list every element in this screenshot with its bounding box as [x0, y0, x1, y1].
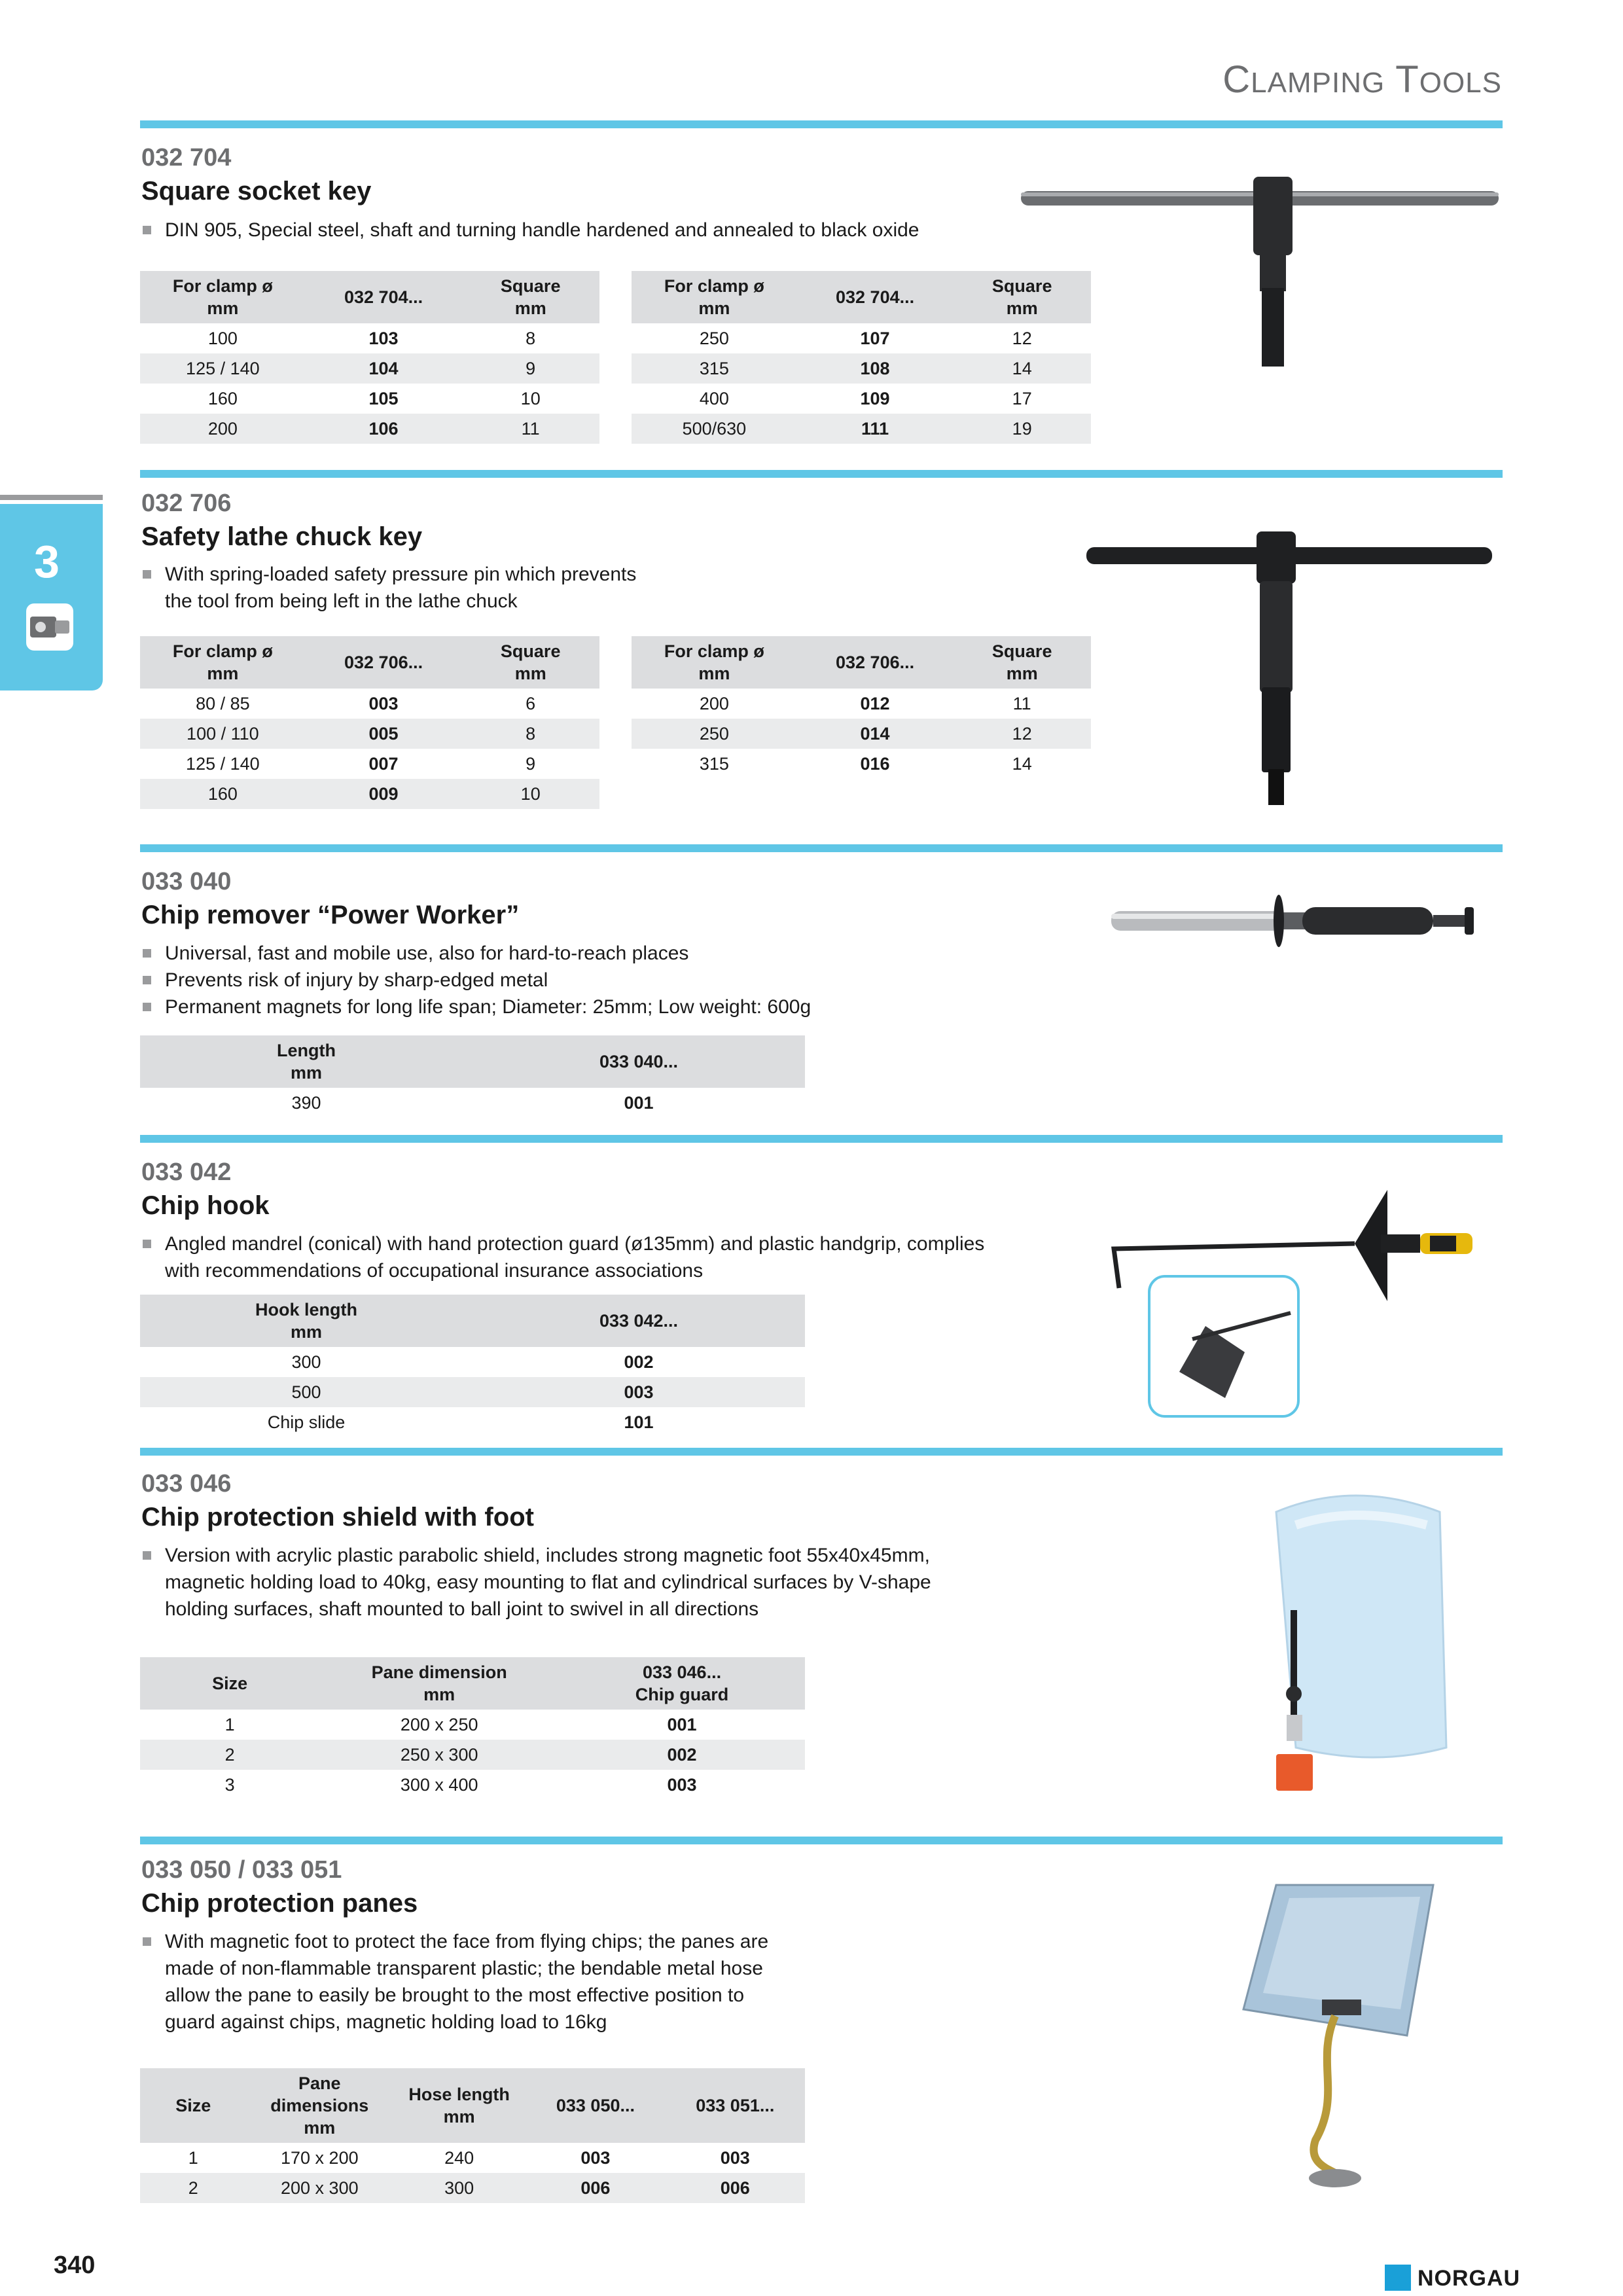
column-header: 032 706...	[306, 636, 462, 689]
product-code: 032 706	[141, 490, 232, 517]
table-row: 400 109 17	[699, 388, 1032, 408]
list-item: Universal, fast and mobile use, also for hard-to-reach places	[141, 940, 811, 967]
column-header: Hook length mm	[140, 1295, 473, 1347]
column-header: 032 704...	[797, 271, 954, 323]
column-header: Square mm	[953, 636, 1091, 689]
column-header: Square mm	[461, 636, 599, 689]
feature-list	[141, 1542, 931, 1623]
product-code: 033 050 / 033 051	[141, 1856, 342, 1884]
table-row: Chip slide 101	[267, 1412, 654, 1432]
section-divider	[140, 1135, 1503, 1143]
chip-protection-shield-image	[1257, 1486, 1453, 1806]
table-row: 250 107 12	[699, 328, 1032, 348]
spec-table	[632, 636, 1091, 779]
spec-table	[140, 2068, 805, 2203]
table-row: 80 / 85 003 6	[196, 693, 536, 713]
table-row: 315 016 14	[699, 753, 1032, 774]
brand-logo	[1385, 2265, 1521, 2293]
column-header: Length mm	[140, 1035, 473, 1088]
feature-list	[141, 1928, 768, 2036]
column-header: 033 050...	[526, 2068, 665, 2143]
feature-list	[141, 940, 811, 1020]
table-row: 250 014 12	[632, 719, 1091, 749]
page-number: 340	[54, 2251, 96, 2279]
list-item: DIN 905, Special steel, shaft and turning handle hardened and annealed to black oxide	[141, 217, 919, 243]
column-header: Size	[140, 2068, 247, 2143]
spec-table	[140, 1295, 805, 1437]
table-row: 160 105 10	[207, 388, 541, 408]
spec-table	[140, 271, 599, 444]
column-header: Square mm	[953, 271, 1091, 323]
square-socket-key-image	[1014, 170, 1499, 380]
product-code: 033 046	[141, 1470, 232, 1498]
list-item: With magnetic foot to protect the face from flying chips; the panes are made of non-flammable transparent plastic; the bendable metal hose allow the pane to easily be brought to the most effective position to guard against chips, magnetic holding load to 16kg	[141, 1928, 768, 2036]
spec-table	[140, 636, 599, 809]
column-header: For clamp ø mm	[632, 271, 797, 323]
column-header: Pane dimensions mm	[247, 2068, 393, 2143]
list-item: Permanent magnets for long life span; Diameter: 25mm; Low weight: 600g	[141, 994, 811, 1020]
column-header: 033 046... Chip guard	[559, 1657, 805, 1710]
section-divider	[140, 844, 1503, 852]
table-row: 315 108 14	[632, 353, 1091, 384]
table-row: 300 002	[291, 1352, 654, 1372]
chapter-tab	[0, 504, 103, 691]
table-row: 500/630 111 19	[632, 414, 1091, 444]
section-divider	[140, 1837, 1503, 1844]
table-row: 160 009 10	[140, 779, 599, 809]
list-item: Version with acrylic plastic parabolic shield, includes strong magnetic foot 55x40x45mm, magnetic holding load to 40kg, easy mounting to flat and cylindrical surfaces by V-shape holding surfaces, shaft mounted to ball joint to swivel in all directions	[141, 1542, 931, 1623]
column-header: For clamp ø mm	[140, 271, 306, 323]
column-header: For clamp ø mm	[632, 636, 797, 689]
table-row: 100 / 110 005 8	[140, 719, 599, 749]
chip-remover-image	[1106, 888, 1492, 953]
column-header: 032 704...	[306, 271, 462, 323]
section-divider	[140, 1448, 1503, 1456]
table-row: 2 250 x 300 002	[140, 1740, 805, 1770]
feature-list	[141, 217, 919, 243]
section-divider	[140, 470, 1503, 478]
product-title: Chip remover “Power Worker”	[141, 901, 520, 929]
column-header: For clamp ø mm	[140, 636, 306, 689]
table-row: 2 200 x 300 300 006 006	[140, 2173, 805, 2203]
column-header: 032 706...	[797, 636, 954, 689]
column-header: 033 051...	[666, 2068, 805, 2143]
feature-list	[141, 561, 636, 615]
table-row: 125 / 140 104 9	[140, 353, 599, 384]
chip-slide-inset-image	[1147, 1274, 1301, 1419]
column-header: Square mm	[461, 271, 599, 323]
page-section-title: CLAMPING TOOLS	[1222, 58, 1502, 101]
list-item: Prevents risk of injury by sharp-edged metal	[141, 967, 811, 994]
product-code: 032 704	[141, 144, 232, 171]
product-title: Chip protection panes	[141, 1889, 418, 1918]
table-row: 1 200 x 250 001	[224, 1714, 697, 1734]
brand-logo-text: NORGAU	[1418, 2266, 1521, 2291]
column-header: 033 040...	[473, 1035, 805, 1088]
spec-table	[140, 1035, 805, 1118]
table-row: 200 012 11	[699, 693, 1031, 713]
chip-protection-pane-image	[1237, 1878, 1446, 2193]
product-title: Safety lathe chuck key	[141, 522, 423, 551]
brand-logo-square	[1385, 2265, 1411, 2291]
feature-list	[141, 1230, 984, 1284]
section-divider	[140, 120, 1503, 128]
spec-table	[140, 1657, 805, 1800]
table-row: 125 / 140 007 9	[186, 753, 536, 774]
column-header: 033 042...	[473, 1295, 805, 1347]
list-item: With spring-loaded safety pressure pin which prevents the tool from being left in the lathe chuck	[141, 561, 636, 615]
table-row: 200 106 11	[140, 414, 599, 444]
table-row: 390 001	[291, 1092, 654, 1113]
table-row: 100 103 8	[207, 328, 536, 348]
list-item: Angled mandrel (conical) with hand protection guard (ø135mm) and plastic handgrip, complies with recommendations of occupational insurance associations	[141, 1230, 984, 1284]
table-row: 500 003	[140, 1377, 805, 1407]
column-header: Size	[140, 1657, 319, 1710]
table-row: 3 300 x 400 003	[224, 1774, 697, 1795]
column-header: Hose length mm	[393, 2068, 526, 2143]
safety-chuck-key-image	[1073, 524, 1499, 812]
table-row: 1 170 x 200 240 003 003	[188, 2147, 750, 2168]
product-code: 033 040	[141, 868, 232, 895]
product-title: Chip hook	[141, 1191, 270, 1220]
chapter-tab-divider	[0, 495, 103, 500]
product-title: Chip protection shield with foot	[141, 1503, 534, 1532]
chapter-number: 3	[34, 536, 60, 587]
product-code: 033 042	[141, 1158, 232, 1186]
chuck-icon	[26, 603, 73, 651]
column-header: Pane dimension mm	[319, 1657, 559, 1710]
product-title: Square socket key	[141, 177, 372, 206]
